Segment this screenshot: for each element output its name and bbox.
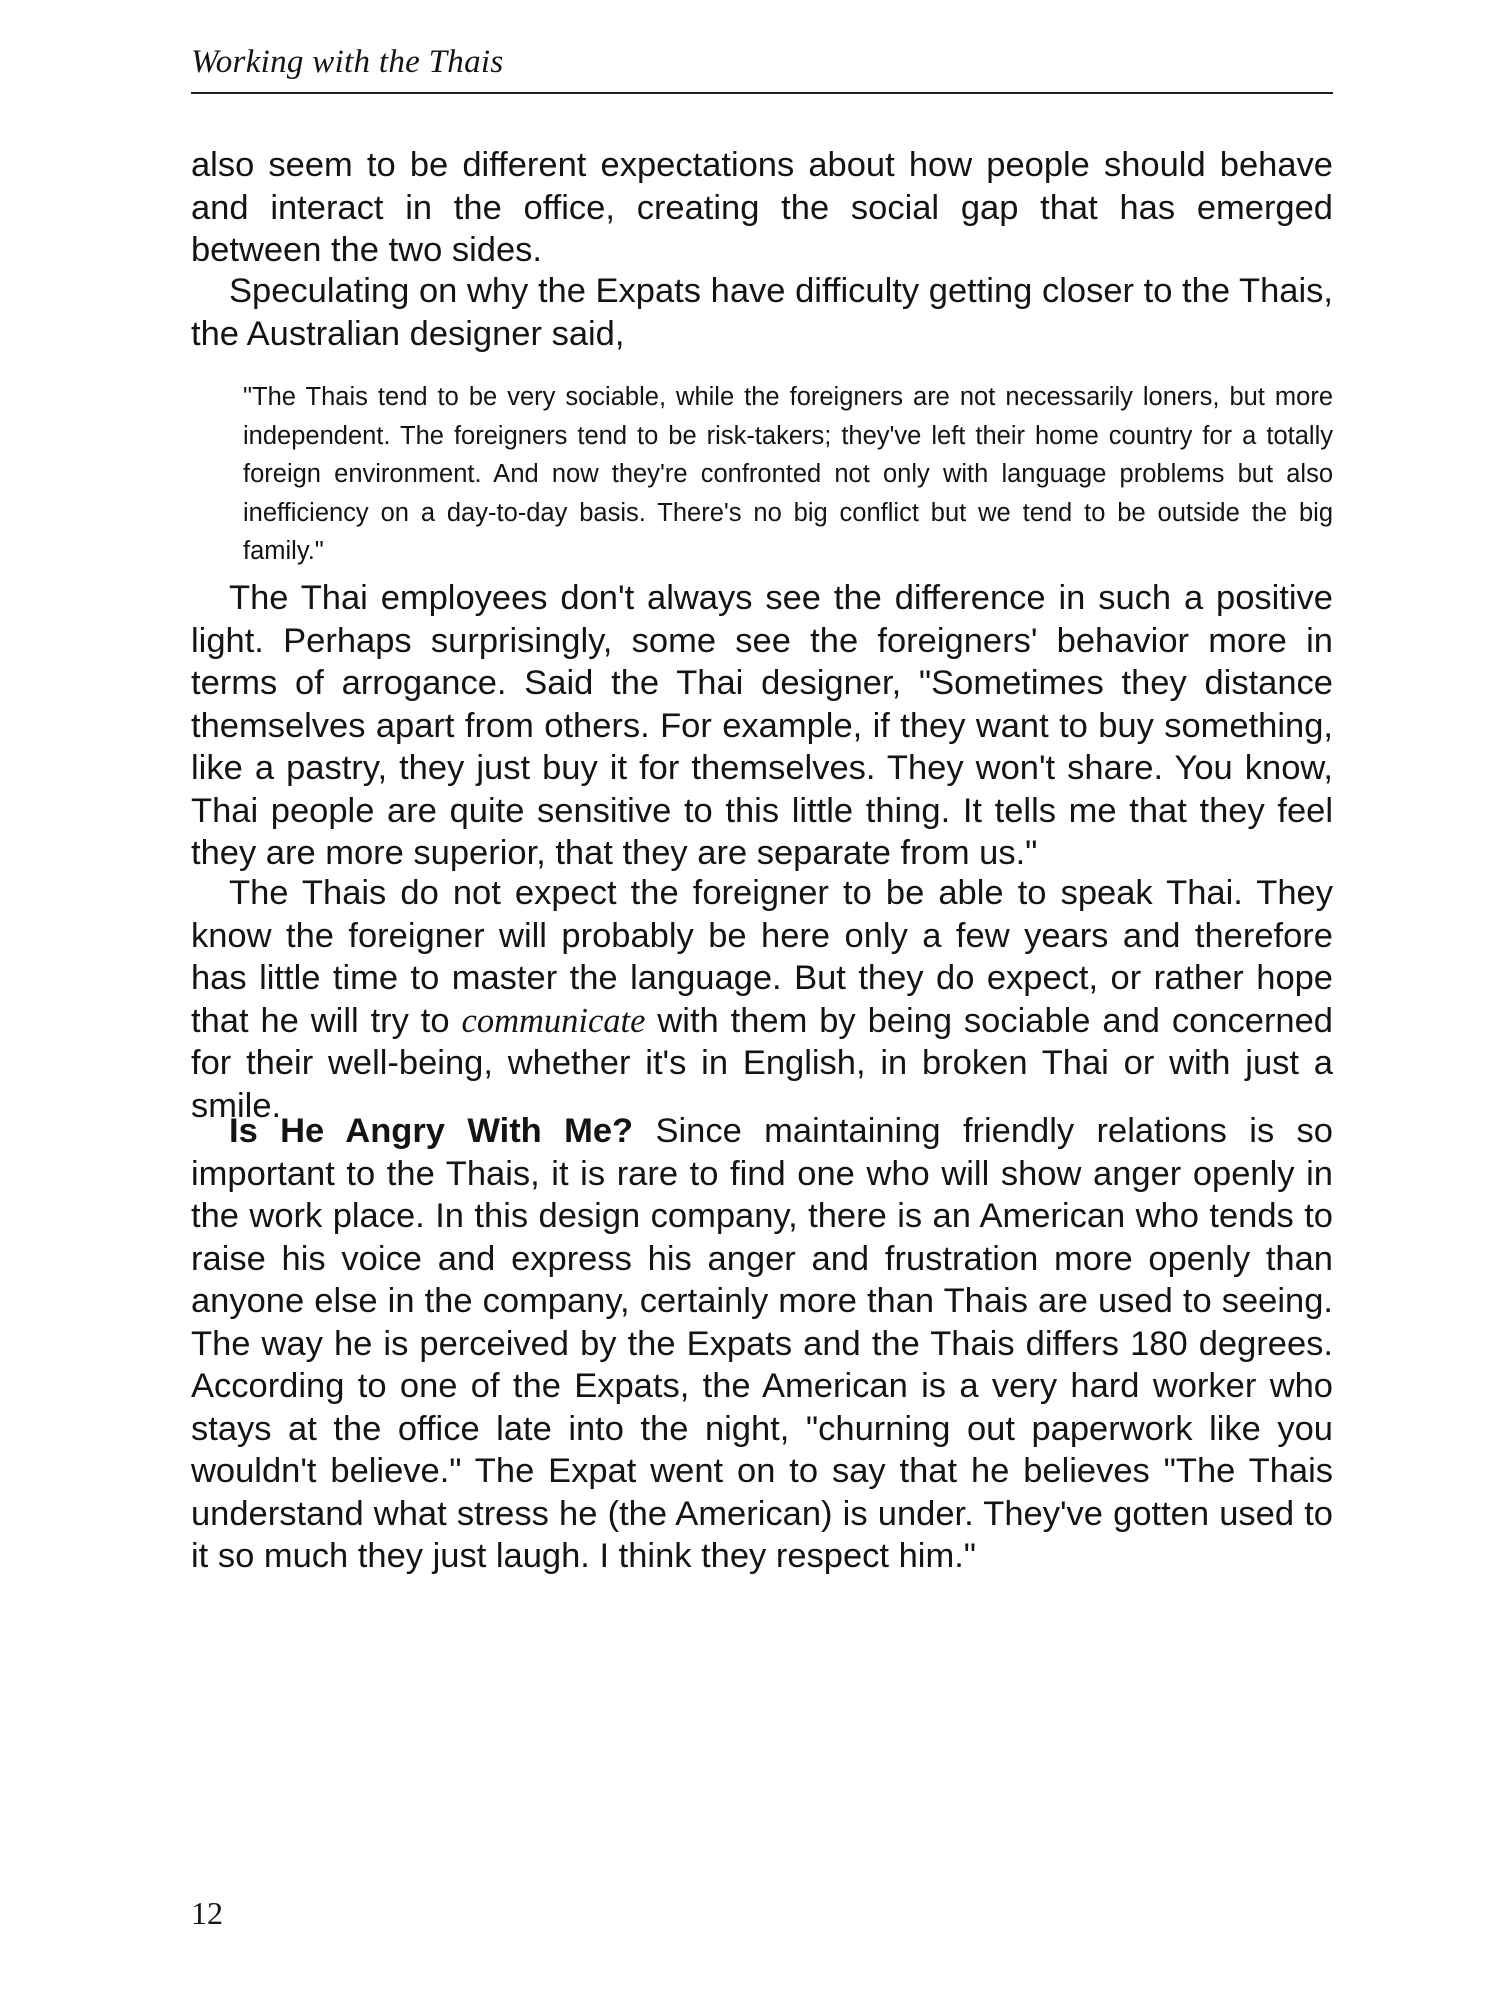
- book-page: [191, 40, 1333, 1970]
- block-quote-australian-designer: "The Thais tend to be very sociable, while the foreigners are not necessarily loners, but more independent. The foreigners tend to be risk-takers; they've left their home country for a totally foreign environment. And now they're confronted not only with language problems but also inefficiency on a day-to-day basis. There's no big conflict but we tend to be outside the big family.": [243, 383, 1333, 565]
- section-heading-is-he-angry: Is He Angry With Me?: [229, 1112, 634, 1150]
- running-head-title: Working with the Thais: [191, 44, 504, 80]
- emphasis-communicate: communicate: [461, 1001, 646, 1040]
- paragraph-language-text-2: with them by being sociable and concerned for their well-being, whether it's in English, in broken Thai or with just a smile.: [191, 1001, 1333, 1125]
- paragraph-thai-employees: The Thai employees don't always see the difference in such a positive light. Perhaps surprisingly, some see the foreigners' behavior more in terms of arrogance. Said the Thai designer, "Sometimes they distance themselves apart from others. For example, if they want to buy something, like a pastry, they just buy it for themselves. They won't share. You know, Thai people are quite sensitive to this little thing. It tells me that they feel they are more superior, that they are separate from us.": [191, 579, 1333, 872]
- paragraph-angry: [191, 1110, 1333, 1578]
- paragraph-angry-text: Since maintaining friendly relations is so important to the Thais, it is rare to find one who will show anger openly in the work place. In this design company, there is an American who tends to raise his voice and express his anger and frustration more openly than anyone else in the company, certainly more than Thais are used to seeing. The way he is perceived by the Expats and the Thais differs 180 degrees. According to one of the Expats, the American is a very hard worker who stays at the office late into the night, "churning out paperwork like you wouldn't believe." The Expat went on to say that he believes "The Thais understand what stress he (the American) is under. They've gotten used to it so much they just laugh. I think they respect him.": [191, 1112, 1333, 1575]
- paragraph-language-text-1: The Thais do not expect the foreigner to be able to speak Thai. They know the foreigner will probably be here only a few years and therefore has little time to master the language. But they do expect, or rather hope that he will try to: [191, 874, 1333, 1040]
- paragraph-continuation: also seem to be different expectations about how people should behave and interact in the office, creating the social gap that has emerged between the two sides.: [191, 146, 1333, 269]
- paragraph-speculating: Speculating on why the Expats have difficulty getting closer to the Thais, the Australian designer said,: [191, 272, 1333, 353]
- page-number: 12: [191, 1895, 223, 1931]
- paragraph-language: [191, 872, 1333, 1127]
- running-head: [191, 40, 1333, 94]
